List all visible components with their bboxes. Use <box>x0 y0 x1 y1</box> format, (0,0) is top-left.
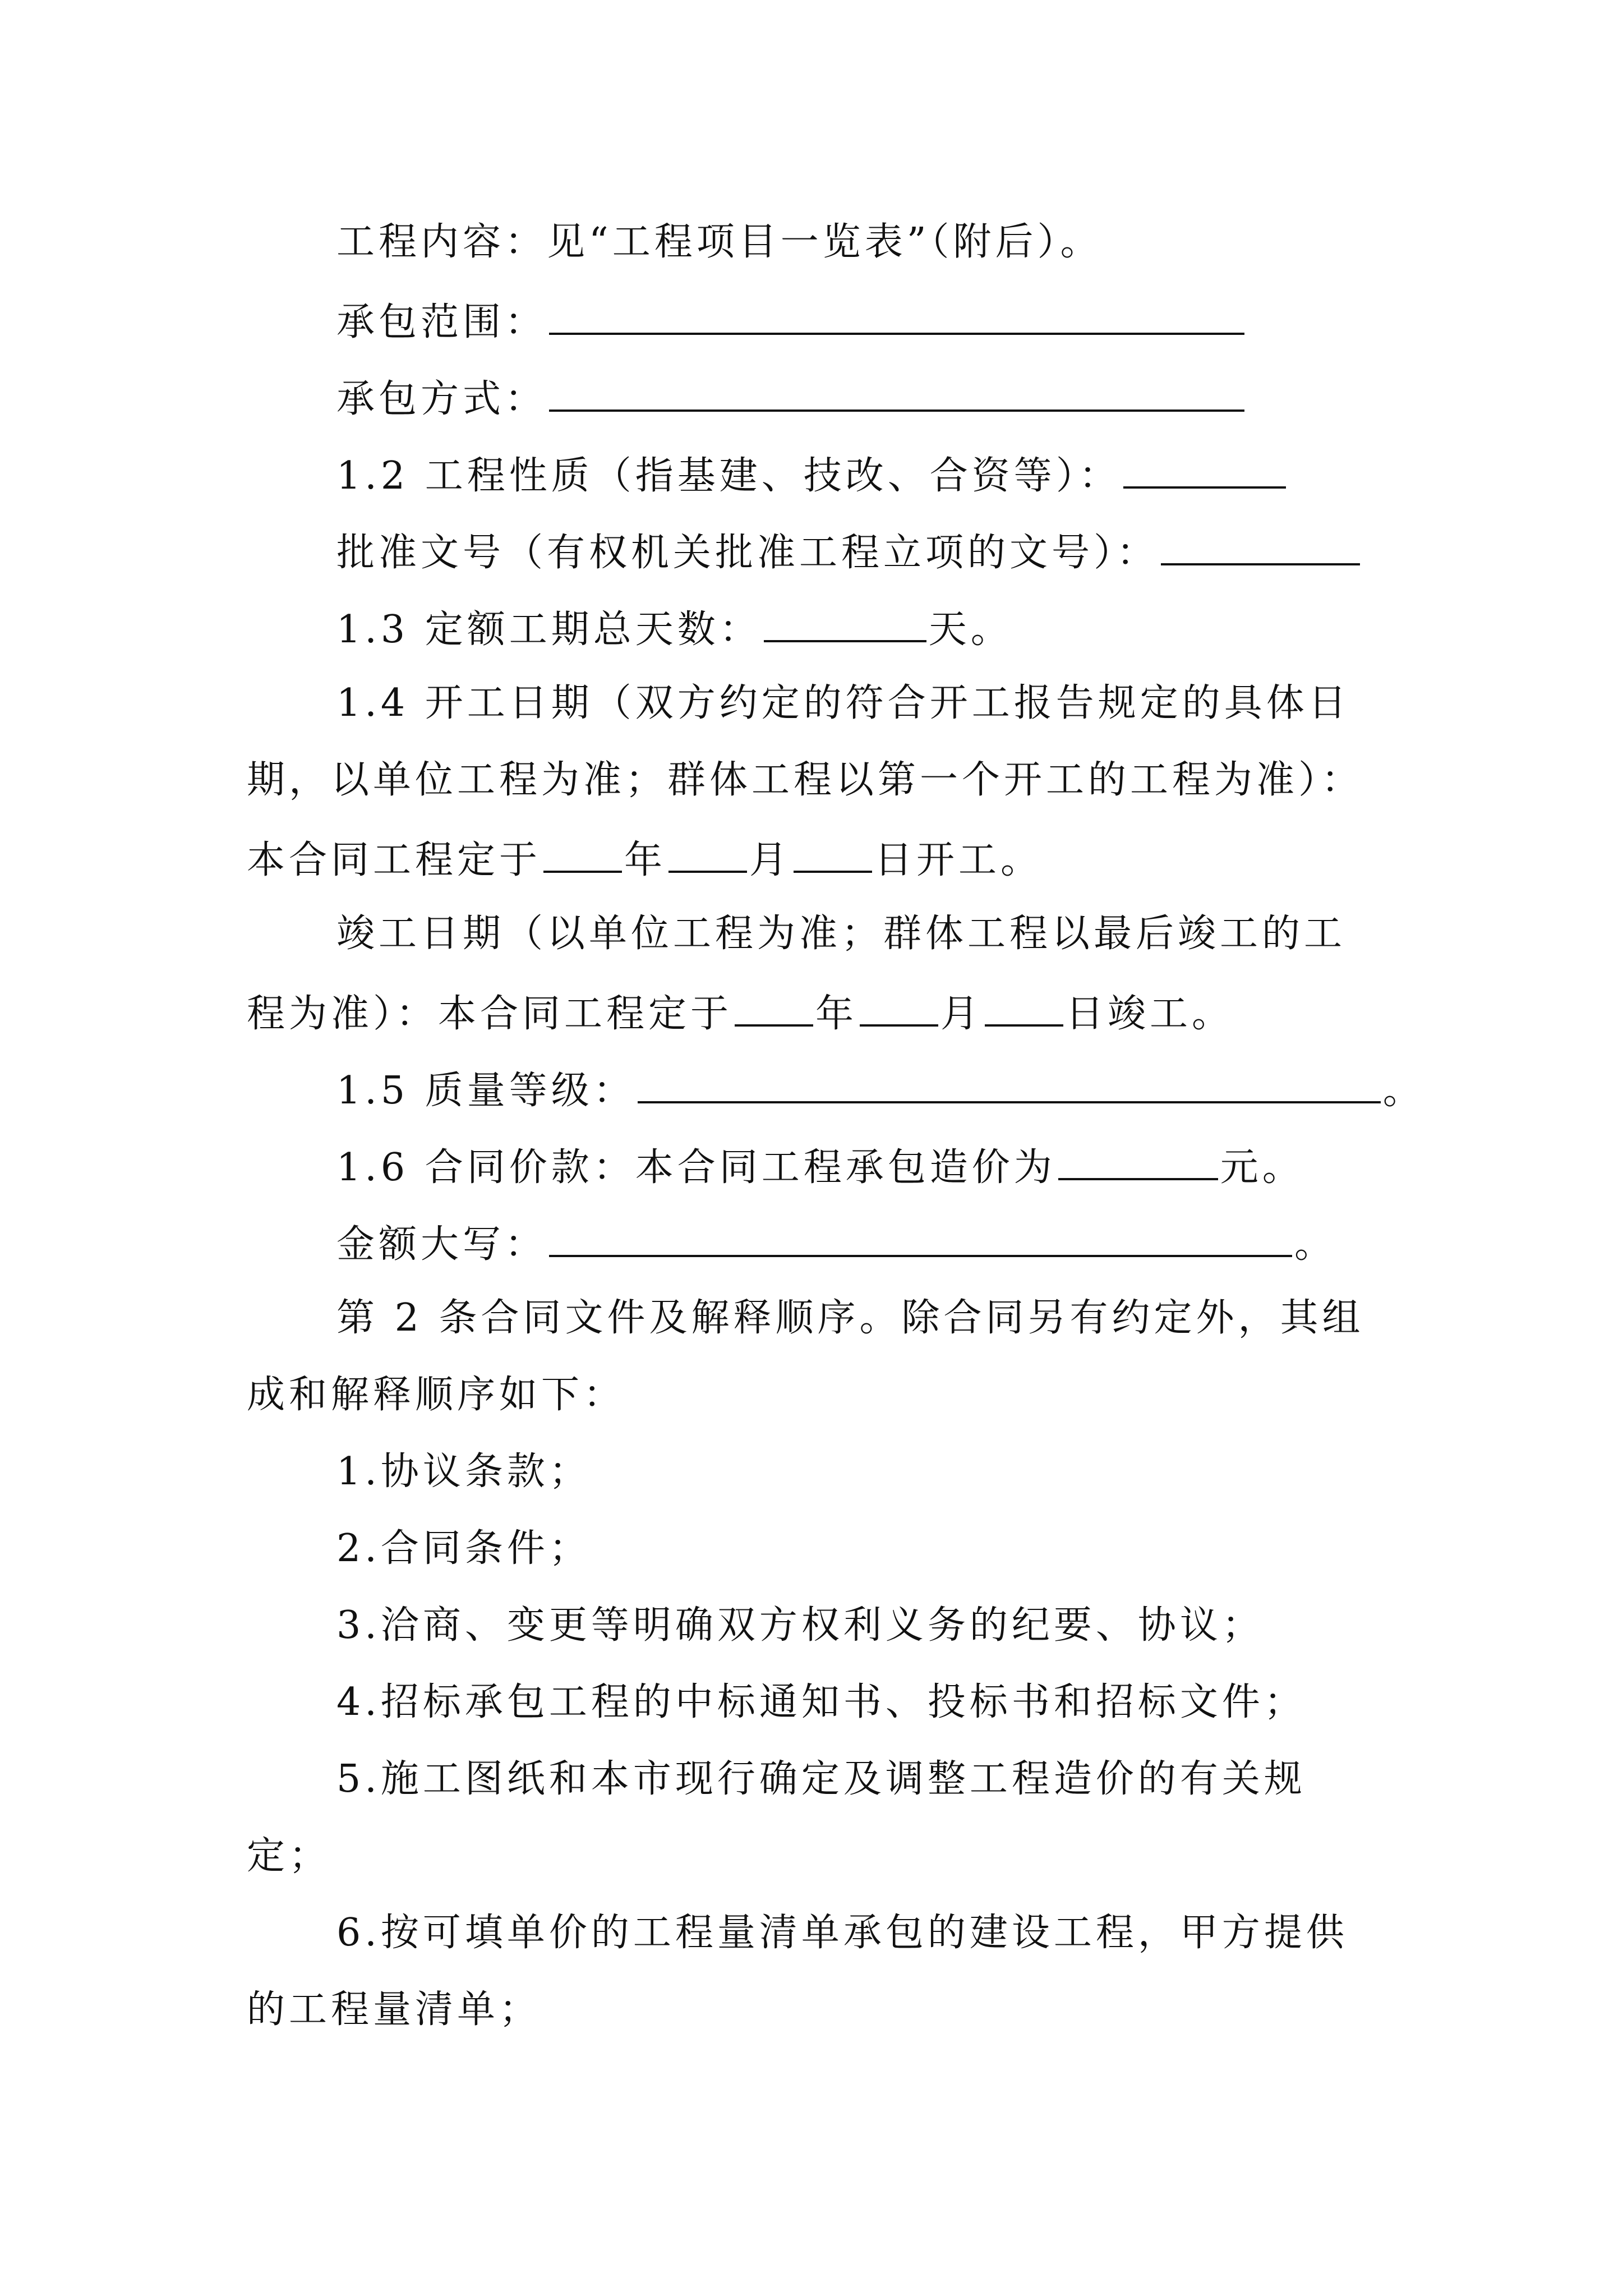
start-date-line-2 <box>247 758 1364 802</box>
project-content-text: 工程内容：见“工程项目一览表”（附后）。 <box>336 220 1103 264</box>
list-item-5-text-2: 定； <box>247 1834 331 1878</box>
list-item-6-text-1: 6.按可填单价的工程量清单承包的建设工程，甲方提供 <box>336 1911 1348 1955</box>
contract-method-blank[interactable] <box>549 377 1244 412</box>
project-nature-label: 1.2 工程性质（指基建、技改、合资等）： <box>336 454 1121 498</box>
amount-words-label: 金额大写： <box>336 1222 547 1267</box>
amount-words-period: 。 <box>1294 1222 1337 1267</box>
project-content-line <box>336 220 1103 264</box>
completion-year-unit: 年 <box>815 992 858 1036</box>
completion-date-line-2 <box>247 992 1234 1036</box>
project-nature-line <box>336 454 1288 498</box>
contract-price-blank[interactable] <box>1058 1145 1218 1180</box>
list-item-6-line-2 <box>247 1987 542 2032</box>
list-item-4-text: 4.招标承包工程的中标通知书、投标书和招标文件； <box>336 1680 1306 1724</box>
quality-grade-label: 1.5 质量等级： <box>336 1069 635 1113</box>
contract-method-line <box>336 377 1247 421</box>
start-day-suffix: 日开工。 <box>874 838 1043 882</box>
list-item-6-text-2: 的工程量清单； <box>247 1987 542 2032</box>
contract-price-label: 1.6 合同价款：本合同工程承包造价为 <box>336 1145 1056 1190</box>
start-date-text-2: 期，以单位工程为准；群体工程以第一个开工的工程为准）： <box>247 758 1364 802</box>
list-item-5-text-1: 5.施工图纸和本市现行确定及调整工程造价的有关规 <box>336 1757 1306 1801</box>
start-date-line-3 <box>247 838 1043 880</box>
start-date-line-1 <box>336 681 1350 725</box>
completion-month-blank[interactable] <box>860 992 938 1027</box>
completion-day-blank[interactable] <box>985 992 1063 1027</box>
completion-date-prefix: 程为准）：本合同工程定于 <box>247 992 733 1036</box>
contract-scope-label: 承包范围： <box>336 300 547 344</box>
amount-words-line <box>336 1222 1337 1267</box>
project-nature-blank[interactable] <box>1123 454 1286 489</box>
start-year-unit: 年 <box>624 838 667 882</box>
duration-label: 1.3 定额工期总天数： <box>336 608 762 652</box>
list-item-2-text: 2.合同条件； <box>336 1526 591 1571</box>
list-item-3-text: 3.洽商、变更等明确双方权利义务的纪要、协议； <box>336 1603 1264 1648</box>
quality-grade-period: 。 <box>1382 1069 1425 1113</box>
start-month-unit: 月 <box>749 838 792 882</box>
start-date-text-1: 1.4 开工日期（双方约定的符合开工报告规定的具体日 <box>336 681 1350 725</box>
completion-day-suffix: 日竣工。 <box>1066 992 1234 1036</box>
quality-grade-blank[interactable] <box>638 1069 1381 1103</box>
contract-scope-blank[interactable] <box>549 300 1244 335</box>
article-2-line-1 <box>336 1296 1364 1340</box>
quality-grade-line <box>336 1069 1425 1113</box>
article-2-text-1: 第 2 条合同文件及解释顺序。除合同另有约定外，其组 <box>336 1296 1364 1340</box>
list-item-1 <box>336 1450 591 1494</box>
contract-method-label: 承包方式： <box>336 377 547 421</box>
list-item-2 <box>336 1526 591 1571</box>
list-item-3 <box>336 1603 1264 1648</box>
contract-price-unit: 元。 <box>1220 1145 1304 1190</box>
start-day-blank[interactable] <box>794 838 872 873</box>
completion-year-blank[interactable] <box>735 992 813 1027</box>
list-item-4 <box>336 1680 1306 1724</box>
duration-unit: 天。 <box>928 608 1013 652</box>
article-2-line-2 <box>247 1373 626 1417</box>
start-year-blank[interactable] <box>543 838 622 873</box>
approval-number-line <box>336 531 1362 575</box>
article-2-text-2: 成和解释顺序如下： <box>247 1373 626 1417</box>
amount-words-blank[interactable] <box>549 1222 1292 1257</box>
contract-scope-line <box>336 300 1247 342</box>
list-item-5-line-2 <box>247 1834 331 1878</box>
duration-line <box>336 608 1013 652</box>
contract-price-line <box>336 1145 1304 1190</box>
list-item-6-line-1 <box>336 1911 1348 1955</box>
start-month-blank[interactable] <box>668 838 747 873</box>
approval-number-blank[interactable] <box>1161 531 1360 565</box>
completion-date-text-1: 竣工日期（以单位工程为准；群体工程以最后竣工的工 <box>336 912 1347 956</box>
completion-month-unit: 月 <box>940 992 983 1036</box>
start-date-prefix: 本合同工程定于 <box>247 838 542 882</box>
list-item-1-text: 1.协议条款； <box>336 1450 591 1494</box>
approval-number-label: 批准文号（有权机关批准工程立项的文号）： <box>336 531 1159 575</box>
completion-date-line-1 <box>336 912 1347 956</box>
list-item-5-line-1 <box>336 1757 1306 1801</box>
duration-blank[interactable] <box>764 608 926 642</box>
